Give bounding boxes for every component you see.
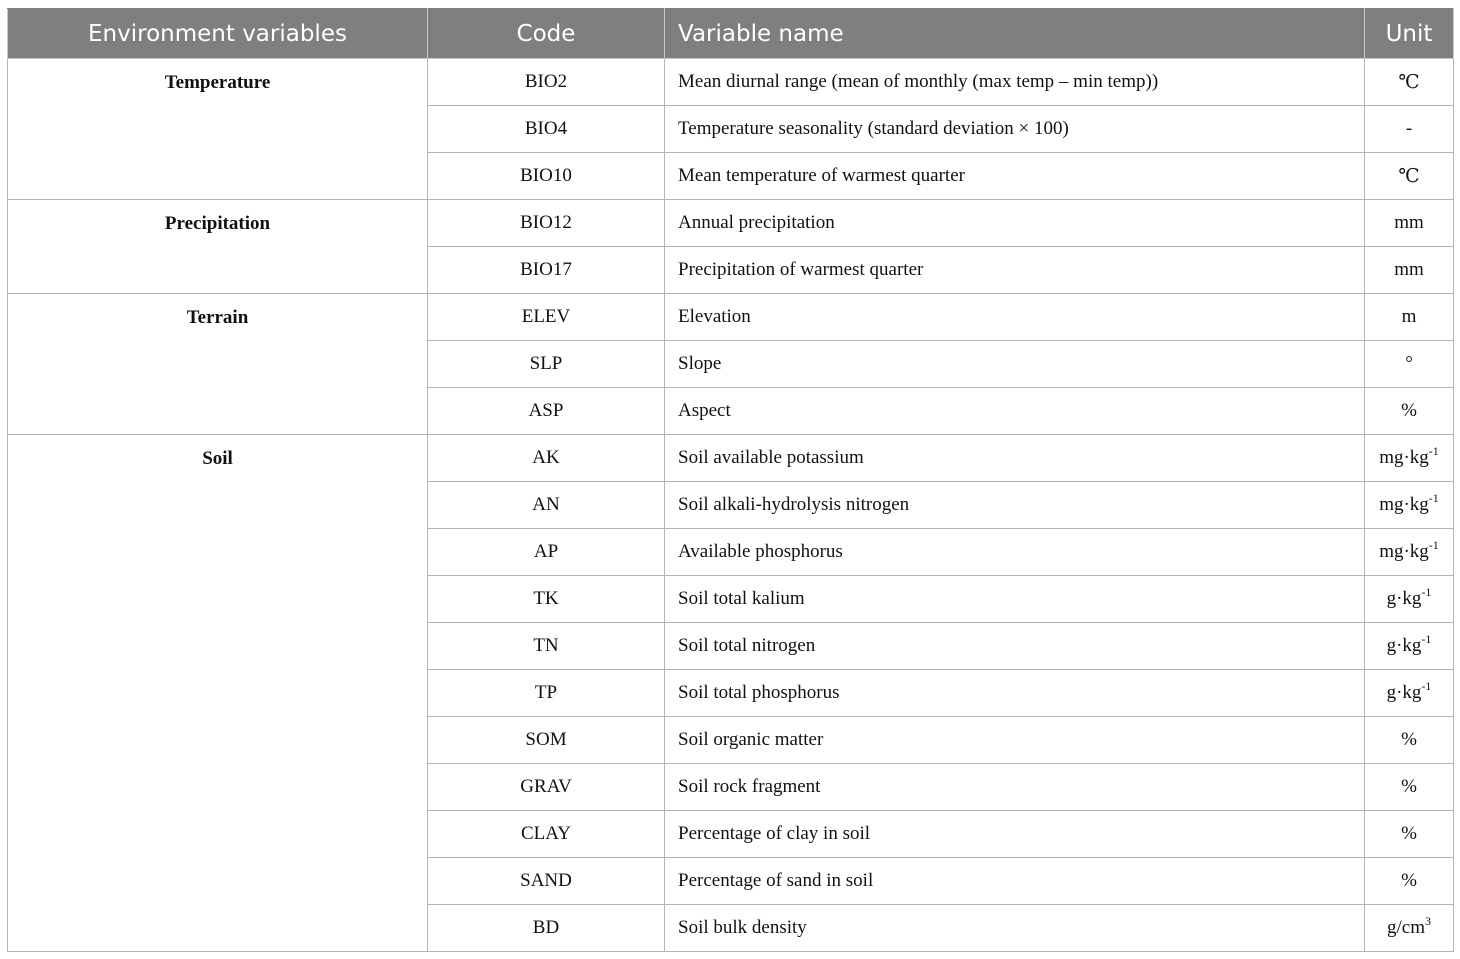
unit-cell [1365,764,1454,811]
unit-text: ° [1405,353,1413,374]
unit-text: mm [1394,212,1424,233]
variable-name-cell: Temperature seasonality (standard deviation × 100) [665,106,1365,153]
variable-name-cell: Soil total phosphorus [665,670,1365,717]
variable-name-cell: Soil rock fragment [665,764,1365,811]
unit-text: % [1401,400,1417,421]
code-cell: BIO10 [428,153,665,200]
group-label: Temperature [8,59,428,200]
table-row [8,200,1454,247]
code-cell: AK [428,435,665,482]
variable-name-cell: Precipitation of warmest quarter [665,247,1365,294]
table-row [8,294,1454,341]
variable-name-cell: Percentage of clay in soil [665,811,1365,858]
code-cell: BD [428,905,665,952]
unit-exponent: -1 [1421,585,1432,599]
unit-cell [1365,811,1454,858]
variable-name-cell: Annual precipitation [665,200,1365,247]
unit-text: mg·kg [1379,494,1429,515]
unit-cell [1365,106,1454,153]
unit-text: - [1405,118,1413,139]
unit-cell [1365,576,1454,623]
unit-exponent: -1 [1428,491,1439,505]
group-label: Soil [8,435,428,952]
table-row [8,59,1454,106]
unit-text: % [1401,823,1417,844]
code-cell: ELEV [428,294,665,341]
unit-text: g/cm [1387,917,1425,938]
unit-exponent: 3 [1425,914,1431,928]
code-cell: AN [428,482,665,529]
variable-name-cell: Percentage of sand in soil [665,858,1365,905]
code-cell: BIO4 [428,106,665,153]
table-body [8,59,1454,952]
unit-cell [1365,482,1454,529]
unit-exponent: -1 [1421,632,1432,646]
group-label: Precipitation [8,200,428,294]
unit-cell [1365,905,1454,952]
variable-name-cell: Elevation [665,294,1365,341]
unit-text: ℃ [1398,165,1420,187]
code-cell: TN [428,623,665,670]
unit-cell [1365,341,1454,388]
variable-name-cell: Soil total nitrogen [665,623,1365,670]
variable-name-cell: Soil bulk density [665,905,1365,952]
code-cell: CLAY [428,811,665,858]
variable-name-cell: Available phosphorus [665,529,1365,576]
code-cell: AP [428,529,665,576]
unit-cell [1365,435,1454,482]
unit-cell [1365,670,1454,717]
unit-cell [1365,153,1454,200]
header-row [8,9,1454,59]
variable-name-cell: Soil available potassium [665,435,1365,482]
unit-cell [1365,59,1454,106]
unit-text: mg·kg [1379,447,1429,468]
code-cell: ASP [428,388,665,435]
variable-name-cell: Mean temperature of warmest quarter [665,153,1365,200]
header-unit: Unit [1365,9,1454,59]
unit-text: g·kg [1386,588,1422,609]
unit-text: m [1401,306,1417,327]
variable-name-cell: Soil alkali-hydrolysis nitrogen [665,482,1365,529]
unit-exponent: -1 [1428,444,1439,458]
code-cell: TP [428,670,665,717]
header-environment-variables: Environment variables [8,9,428,59]
header-variable-name: Variable name [665,9,1365,59]
unit-cell [1365,200,1454,247]
unit-text: mm [1394,259,1424,280]
unit-exponent: -1 [1421,679,1432,693]
code-cell: SOM [428,717,665,764]
code-cell: SLP [428,341,665,388]
code-cell: GRAV [428,764,665,811]
environment-variables-table [7,8,1454,952]
variable-name-cell: Slope [665,341,1365,388]
group-label: Terrain [8,294,428,435]
unit-cell [1365,717,1454,764]
code-cell: BIO12 [428,200,665,247]
unit-cell [1365,247,1454,294]
unit-exponent: -1 [1428,538,1439,552]
unit-text: ℃ [1398,71,1420,93]
code-cell: TK [428,576,665,623]
unit-cell [1365,388,1454,435]
code-cell: BIO17 [428,247,665,294]
variable-name-cell: Soil total kalium [665,576,1365,623]
unit-text: g·kg [1386,682,1422,703]
unit-cell [1365,294,1454,341]
unit-cell [1365,529,1454,576]
code-cell: BIO2 [428,59,665,106]
header-code: Code [428,9,665,59]
unit-text: g·kg [1386,635,1422,656]
code-cell: SAND [428,858,665,905]
unit-text: % [1401,776,1417,797]
table-row [8,435,1454,482]
variable-name-cell: Aspect [665,388,1365,435]
unit-cell [1365,858,1454,905]
variable-name-cell: Mean diurnal range (mean of monthly (max temp – min temp)) [665,59,1365,106]
unit-text: % [1401,729,1417,750]
variable-name-cell: Soil organic matter [665,717,1365,764]
unit-text: mg·kg [1379,541,1429,562]
unit-cell [1365,623,1454,670]
unit-text: % [1401,870,1417,891]
